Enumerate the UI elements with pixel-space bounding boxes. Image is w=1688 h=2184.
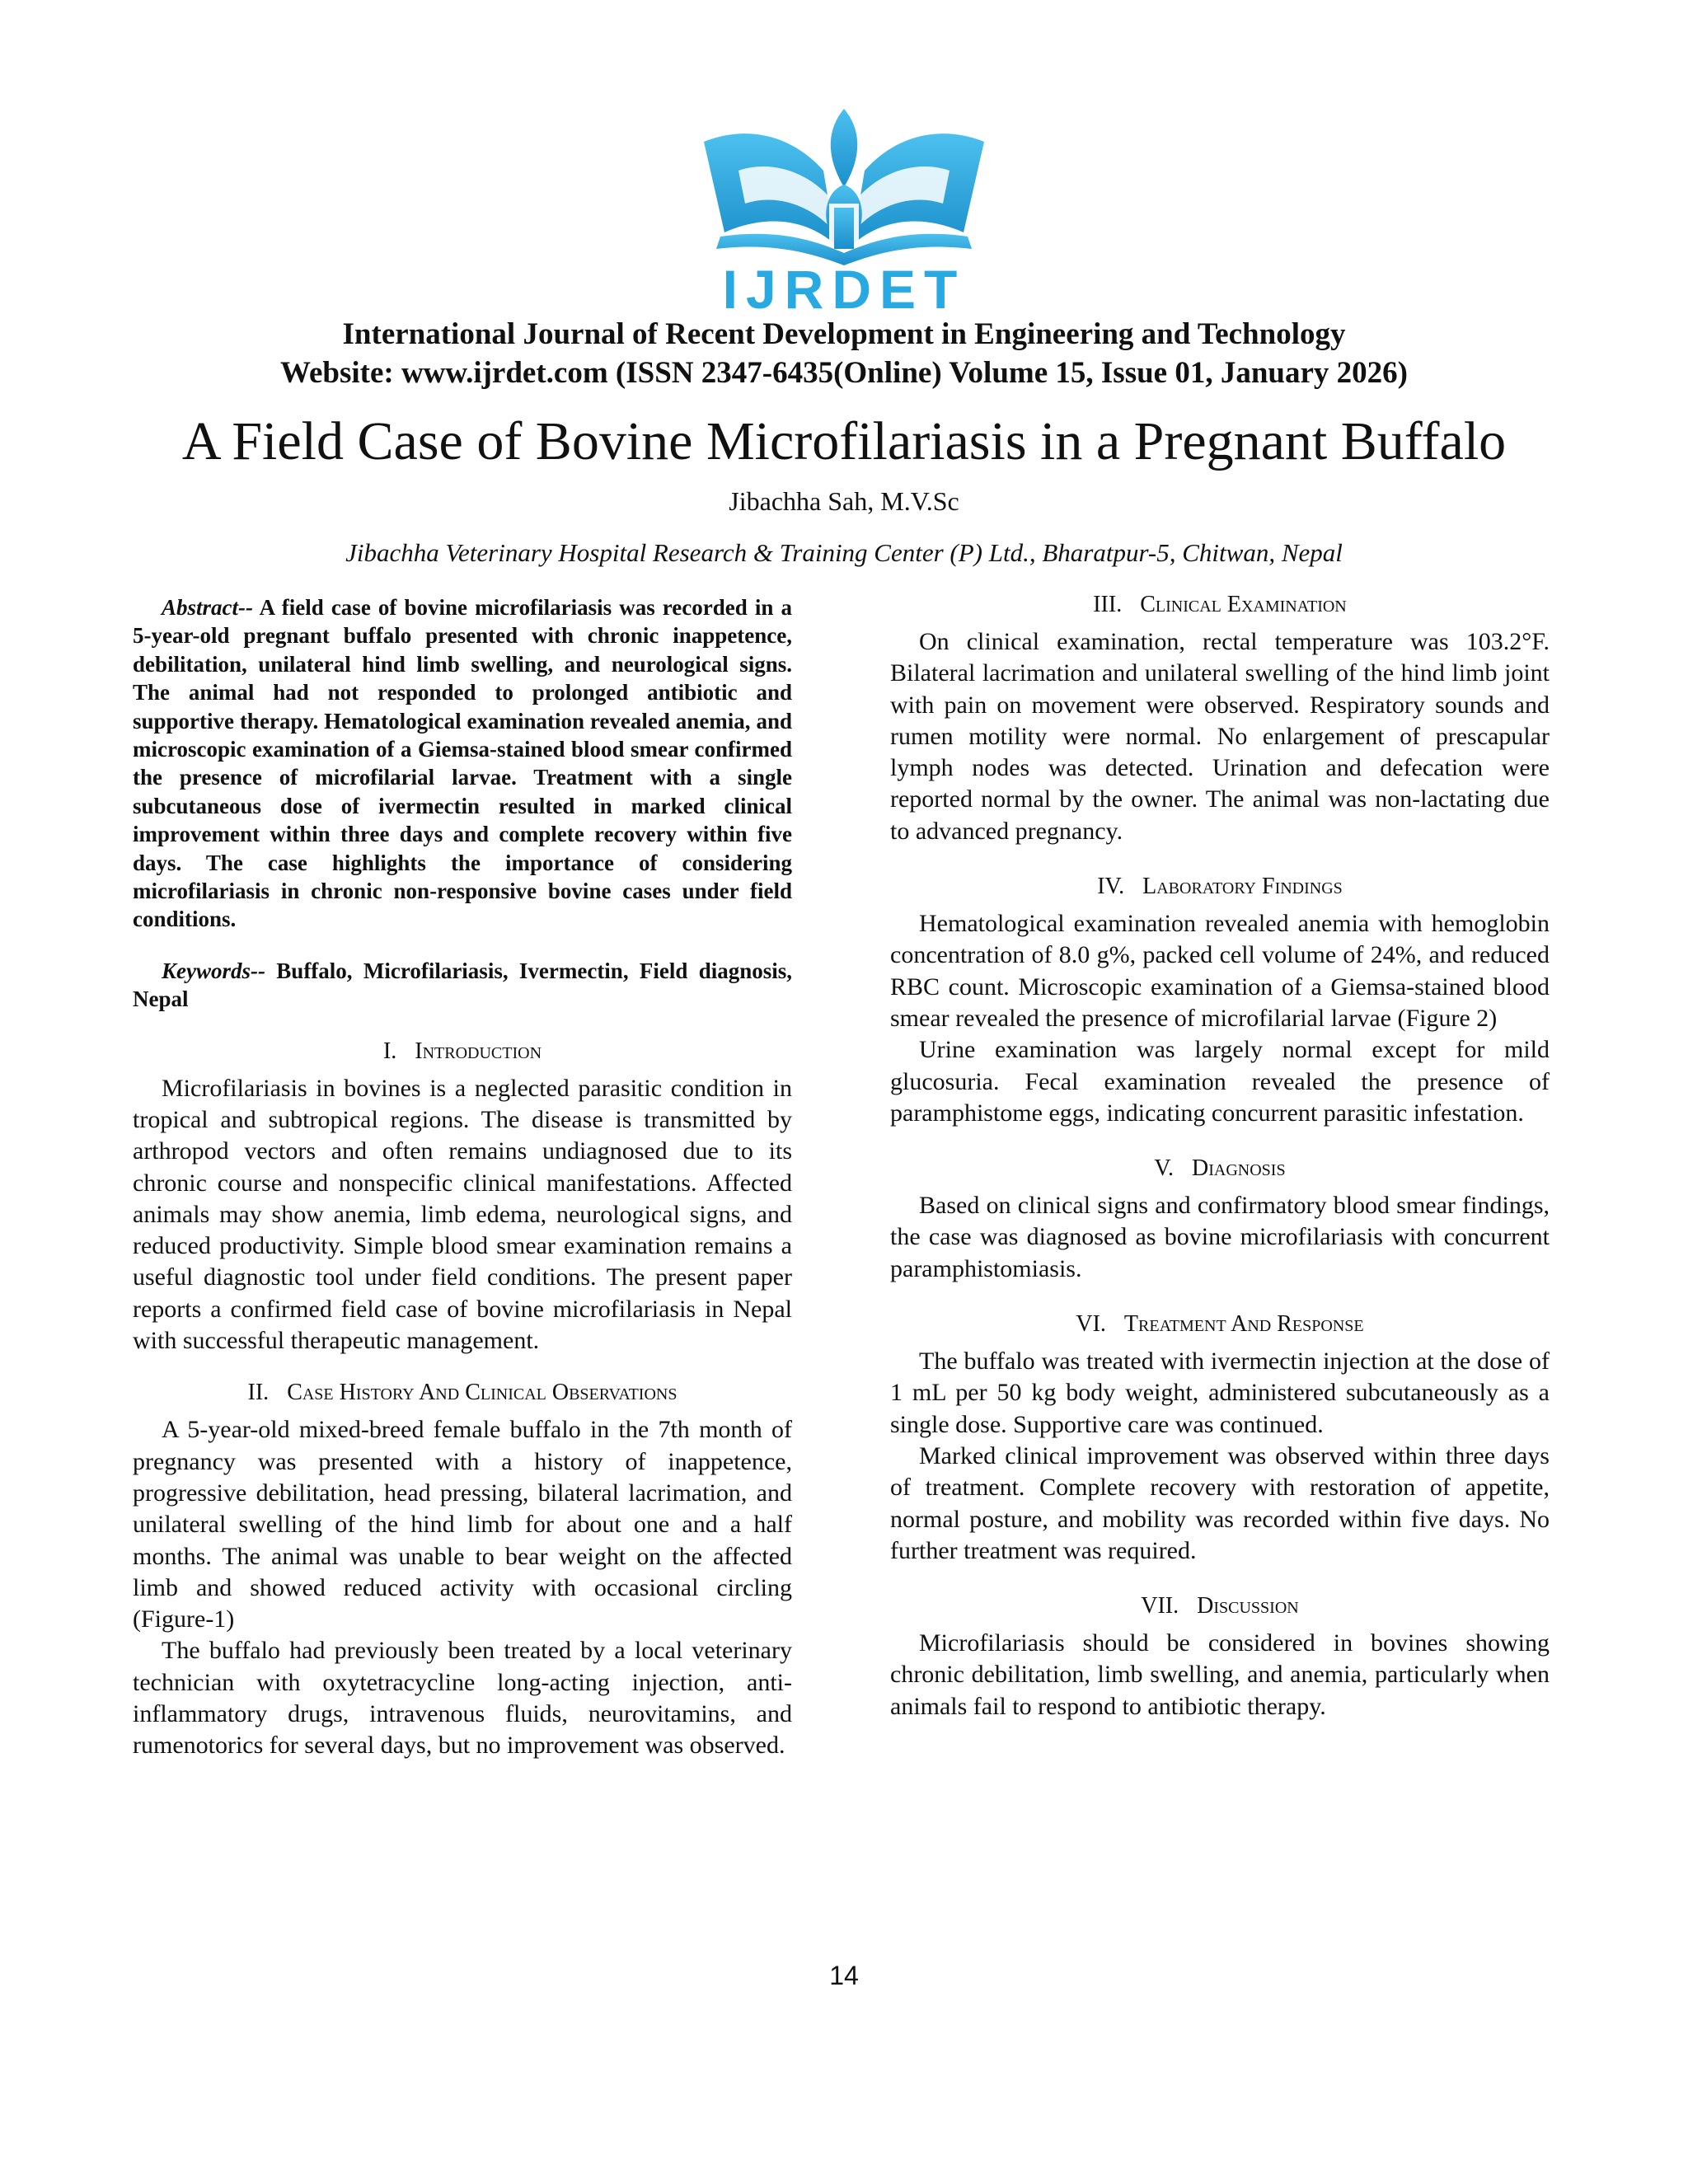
left-column <box>133 593 792 1762</box>
keywords <box>133 957 792 1014</box>
case-history-paragraph-1: A 5-year-old mixed-breed female buffalo in the 7th month of pregnancy was presented with a history of inappetence, progressive debilitation, head pressing, bilateral lacrimation, and unilateral swelling of the hind limb for about one and a half months. The animal was unable to bear weight on the affected limb and showed reduced activity with occasional circling (Figure-1) <box>133 1416 792 1633</box>
abstract <box>133 593 792 934</box>
treatment-paragraph-1: The buffalo was treated with ivermectin injection at the dose of 1 mL per 50 kg body weight, administered subcutaneously as a single dose. Supportive care was continued. <box>890 1347 1550 1438</box>
section-heading-introduction: I. Introduction <box>382 1038 542 1064</box>
section-heading-discussion: VII. Discussion <box>1141 1593 1299 1619</box>
journal-name: International Journal of Recent Development in Engineering and Technology <box>342 317 1346 351</box>
discussion-paragraph: Microfilariasis should be considered in bovines showing chronic debilitation, limb swelling, and anemia, particularly when animals fail to respond to antibiotic therapy. <box>890 1629 1550 1720</box>
treatment-paragraph-2: Marked clinical improvement was observed within three days of treatment. Complete recovery with restoration of appetite, normal posture, and mobility was recorded within five days. No further treatment was required. <box>890 1441 1550 1564</box>
diagnosis-paragraph: Based on clinical signs and confirmatory blood smear findings, the case was diagnosed as bovine microfilariasis with concurrent paramphistomiasis. <box>890 1192 1550 1282</box>
clinical-examination-paragraph: On clinical examination, rectal temperature was 103.2°F. Bilateral lacrimation and unilateral swelling of the hind limb joint with pain on movement were observed. Respiratory sounds and rumen motility were normal. No enlargement of prescapular lymph nodes was detected. Urination and defecation were reported normal by the owner. The animal was non-lactating due to advanced pregnancy. <box>890 628 1550 845</box>
abstract-label: Abstract-- <box>162 595 253 620</box>
section-heading-diagnosis: V. Diagnosis <box>1154 1155 1286 1182</box>
section-heading-case-history: II. Case History And Clinical Observations <box>247 1380 678 1406</box>
page-number: 14 <box>829 1961 859 1990</box>
introduction-paragraph: Microfilariasis in bovines is a neglected parasitic condition in tropical and subtropical regions. The disease is transmitted by arthropod vectors and often remains undiagnosed due to its chronic course and nonspecific clinical manifestations. Affected animals may show anemia, limb edema, neurological signs, and reduced productivity. Simple blood smear examination remains a useful diagnostic tool under field conditions. The present paper reports a confirmed field case of bovine microfilariasis in Nepal with successful therapeutic management. <box>133 1074 792 1355</box>
right-column <box>890 590 1550 1722</box>
keywords-text: Buffalo, Microfilariasis, Ivermectin, Field diagnosis, Nepal <box>133 958 792 1012</box>
logo-text: IJRDET <box>722 259 966 315</box>
paper-affiliation: Jibachha Veterinary Hospital Research & Training Center (P) Ltd., Bharatpur-5, Chitwan, Nepal <box>345 538 1343 567</box>
paper-title: A Field Case of Bovine Microfilariasis in a Pregnant Buffalo <box>181 411 1507 471</box>
section-heading-laboratory-findings: IV. Laboratory Findings <box>1097 874 1343 900</box>
case-history-paragraph-2: The buffalo had previously been treated by a local veterinary technician with oxytetracycline long-acting injection, anti-inflammatory drugs, intravenous fluids, neurovitamins, and rumenotorics for several days, but no improvement was observed. <box>133 1637 792 1760</box>
paper-author: Jibachha Sah, M.V.Sc <box>729 486 959 516</box>
journal-website-line: Website: www.ijrdet.com (ISSN 2347-6435(Online) Volume 15, Issue 01, January 2026) <box>280 356 1408 390</box>
section-heading-clinical-examination: III. Clinical Examination <box>1093 592 1347 617</box>
journal-logo <box>646 92 1042 315</box>
section-heading-treatment: VI. Treatment And Response <box>1076 1311 1364 1338</box>
keywords-label: Keywords-- <box>162 958 265 983</box>
abstract-text: A field case of bovine microfilariasis was recorded in a 5-year-old pregnant buffalo presented with chronic inappetence, debilitation, unilateral hind limb swelling, and neurological signs. The animal had not responded to prolonged antibiotic and supportive therapy. Hematological examination revealed anemia, and microscopic examination of a Giemsa-stained blood smear confirmed the presence of microfilarial larvae. Treatment with a single subcutaneous dose of ivermectin resulted in marked clinical improvement within three days and complete recovery within five days. The case highlights the importance of considering microfilariasis in chronic non-responsive bovine cases under field conditions. <box>133 595 792 932</box>
laboratory-findings-paragraph-1: Hematological examination revealed anemia with hemoglobin concentration of 8.0 g%, packed cell volume of 24%, and reduced RBC count. Microscopic examination of a Giemsa-stained blood smear revealed the presence of microfilarial larvae (Figure 2) <box>890 910 1550 1032</box>
laboratory-findings-paragraph-2: Urine examination was largely normal except for mild glucosuria. Fecal examination revealed the presence of paramphistome eggs, indicating concurrent parasitic infestation. <box>890 1036 1550 1127</box>
book-icon <box>704 109 984 265</box>
